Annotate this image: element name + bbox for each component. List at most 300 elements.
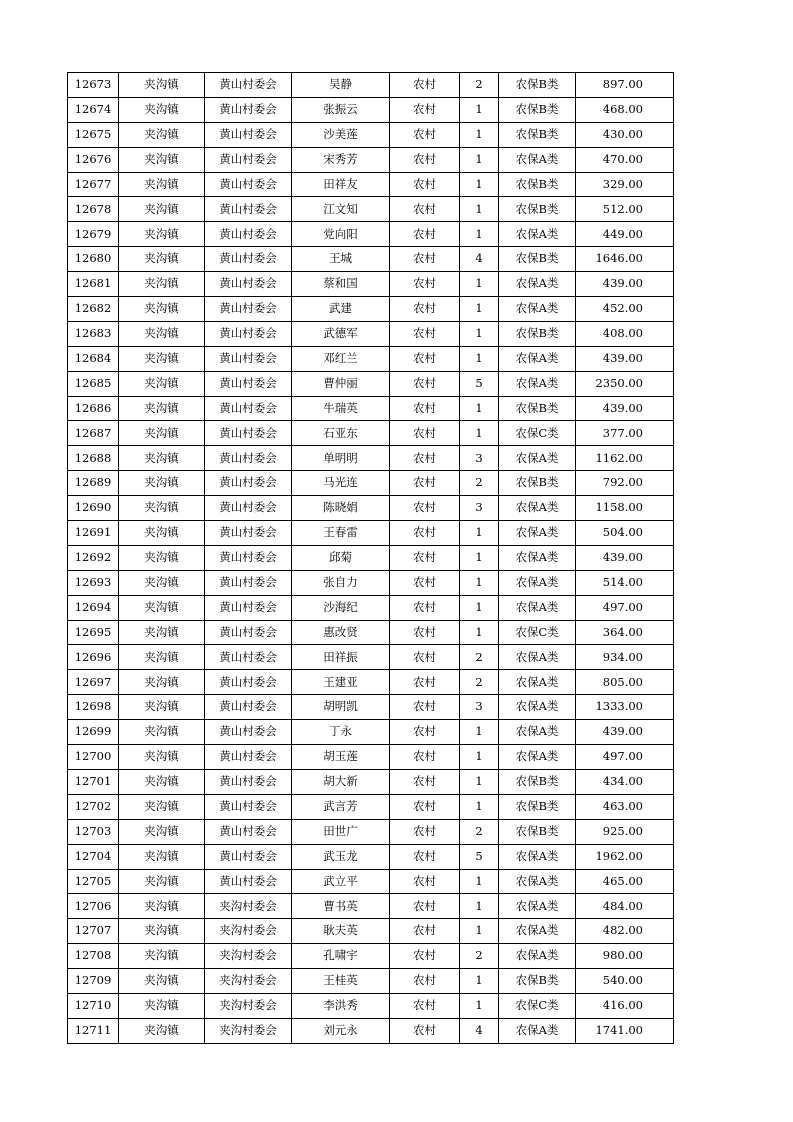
cell-member-count: 1 — [460, 122, 499, 147]
cell-record-id: 12679 — [68, 222, 119, 247]
cell-amount: 980.00 — [576, 944, 674, 969]
cell-person-name: 单明明 — [292, 446, 390, 471]
cell-record-id: 12676 — [68, 147, 119, 172]
cell-village: 黄山村委会 — [205, 73, 292, 98]
cell-amount: 2350.00 — [576, 371, 674, 396]
cell-town: 夹沟镇 — [119, 944, 205, 969]
cell-category: 农保B类 — [499, 471, 576, 496]
cell-member-count: 3 — [460, 446, 499, 471]
cell-amount: 430.00 — [576, 122, 674, 147]
cell-town: 夹沟镇 — [119, 695, 205, 720]
cell-village: 黄山村委会 — [205, 595, 292, 620]
cell-village: 黄山村委会 — [205, 122, 292, 147]
cell-member-count: 1 — [460, 147, 499, 172]
cell-category: 农保B类 — [499, 321, 576, 346]
cell-amount: 482.00 — [576, 919, 674, 944]
cell-record-id: 12688 — [68, 446, 119, 471]
cell-household-type: 农村 — [390, 496, 460, 521]
cell-village: 黄山村委会 — [205, 670, 292, 695]
cell-amount: 897.00 — [576, 73, 674, 98]
cell-amount: 434.00 — [576, 769, 674, 794]
cell-person-name: 胡明凯 — [292, 695, 390, 720]
cell-category: 农保A类 — [499, 346, 576, 371]
table-row — [68, 869, 674, 894]
table-row — [68, 396, 674, 421]
table-row — [68, 844, 674, 869]
cell-town: 夹沟镇 — [119, 819, 205, 844]
cell-member-count: 2 — [460, 73, 499, 98]
cell-town: 夹沟镇 — [119, 1018, 205, 1043]
cell-amount: 470.00 — [576, 147, 674, 172]
cell-town: 夹沟镇 — [119, 421, 205, 446]
table-row — [68, 521, 674, 546]
cell-member-count: 1 — [460, 620, 499, 645]
cell-record-id: 12705 — [68, 869, 119, 894]
cell-town: 夹沟镇 — [119, 471, 205, 496]
cell-category: 农保B类 — [499, 396, 576, 421]
table-row — [68, 222, 674, 247]
cell-person-name: 曹仲丽 — [292, 371, 390, 396]
cell-amount: 805.00 — [576, 670, 674, 695]
cell-category: 农保A类 — [499, 147, 576, 172]
cell-category: 农保A类 — [499, 570, 576, 595]
table-row — [68, 73, 674, 98]
cell-record-id: 12697 — [68, 670, 119, 695]
cell-amount: 1646.00 — [576, 247, 674, 272]
cell-village: 黄山村委会 — [205, 272, 292, 297]
cell-amount: 1962.00 — [576, 844, 674, 869]
cell-amount: 465.00 — [576, 869, 674, 894]
cell-town: 夹沟镇 — [119, 993, 205, 1018]
cell-amount: 484.00 — [576, 894, 674, 919]
cell-member-count: 1 — [460, 297, 499, 322]
cell-amount: 439.00 — [576, 720, 674, 745]
cell-member-count: 4 — [460, 1018, 499, 1043]
table-row — [68, 446, 674, 471]
table-row — [68, 496, 674, 521]
cell-town: 夹沟镇 — [119, 297, 205, 322]
cell-category: 农保A类 — [499, 645, 576, 670]
cell-category: 农保A类 — [499, 371, 576, 396]
cell-person-name: 胡玉莲 — [292, 745, 390, 770]
cell-member-count: 2 — [460, 645, 499, 670]
cell-village: 黄山村委会 — [205, 97, 292, 122]
cell-town: 夹沟镇 — [119, 97, 205, 122]
cell-amount: 377.00 — [576, 421, 674, 446]
cell-category: 农保B类 — [499, 247, 576, 272]
cell-record-id: 12699 — [68, 720, 119, 745]
cell-household-type: 农村 — [390, 919, 460, 944]
cell-person-name: 武言芳 — [292, 794, 390, 819]
cell-town: 夹沟镇 — [119, 570, 205, 595]
cell-record-id: 12691 — [68, 521, 119, 546]
cell-category: 农保A类 — [499, 272, 576, 297]
cell-record-id: 12673 — [68, 73, 119, 98]
cell-record-id: 12693 — [68, 570, 119, 595]
cell-person-name: 党向阳 — [292, 222, 390, 247]
cell-record-id: 12703 — [68, 819, 119, 844]
cell-household-type: 农村 — [390, 346, 460, 371]
table-row — [68, 545, 674, 570]
cell-town: 夹沟镇 — [119, 769, 205, 794]
table-row — [68, 1018, 674, 1043]
cell-member-count: 1 — [460, 993, 499, 1018]
cell-village: 黄山村委会 — [205, 421, 292, 446]
cell-household-type: 农村 — [390, 720, 460, 745]
cell-village: 夹沟村委会 — [205, 969, 292, 994]
cell-member-count: 1 — [460, 545, 499, 570]
cell-town: 夹沟镇 — [119, 745, 205, 770]
cell-town: 夹沟镇 — [119, 197, 205, 222]
cell-village: 黄山村委会 — [205, 172, 292, 197]
cell-household-type: 农村 — [390, 745, 460, 770]
cell-person-name: 王春雷 — [292, 521, 390, 546]
cell-category: 农保C类 — [499, 620, 576, 645]
table-row — [68, 471, 674, 496]
cell-category: 农保A类 — [499, 1018, 576, 1043]
cell-town: 夹沟镇 — [119, 321, 205, 346]
cell-member-count: 1 — [460, 869, 499, 894]
cell-village: 黄山村委会 — [205, 570, 292, 595]
cell-person-name: 李洪秀 — [292, 993, 390, 1018]
cell-record-id: 12694 — [68, 595, 119, 620]
cell-amount: 449.00 — [576, 222, 674, 247]
table-row — [68, 645, 674, 670]
cell-person-name: 王城 — [292, 247, 390, 272]
cell-village: 黄山村委会 — [205, 769, 292, 794]
cell-category: 农保B类 — [499, 197, 576, 222]
cell-amount: 512.00 — [576, 197, 674, 222]
cell-amount: 439.00 — [576, 545, 674, 570]
cell-amount: 1741.00 — [576, 1018, 674, 1043]
cell-person-name: 石亚东 — [292, 421, 390, 446]
cell-member-count: 1 — [460, 570, 499, 595]
cell-category: 农保A类 — [499, 720, 576, 745]
cell-member-count: 1 — [460, 197, 499, 222]
cell-person-name: 耿夫英 — [292, 919, 390, 944]
cell-person-name: 王建亚 — [292, 670, 390, 695]
cell-person-name: 蔡和国 — [292, 272, 390, 297]
cell-household-type: 农村 — [390, 570, 460, 595]
cell-member-count: 1 — [460, 769, 499, 794]
cell-town: 夹沟镇 — [119, 595, 205, 620]
cell-category: 农保A类 — [499, 521, 576, 546]
cell-record-id: 12701 — [68, 769, 119, 794]
cell-village: 黄山村委会 — [205, 471, 292, 496]
cell-record-id: 12706 — [68, 894, 119, 919]
cell-village: 黄山村委会 — [205, 794, 292, 819]
cell-town: 夹沟镇 — [119, 869, 205, 894]
cell-amount: 497.00 — [576, 745, 674, 770]
cell-household-type: 农村 — [390, 297, 460, 322]
cell-person-name: 宋秀芳 — [292, 147, 390, 172]
cell-person-name: 武立平 — [292, 869, 390, 894]
cell-town: 夹沟镇 — [119, 346, 205, 371]
table-row — [68, 695, 674, 720]
cell-category: 农保A类 — [499, 222, 576, 247]
cell-household-type: 农村 — [390, 321, 460, 346]
cell-village: 夹沟村委会 — [205, 1018, 292, 1043]
cell-category: 农保A类 — [499, 695, 576, 720]
cell-member-count: 2 — [460, 944, 499, 969]
cell-category: 农保A类 — [499, 919, 576, 944]
cell-record-id: 12683 — [68, 321, 119, 346]
table-row — [68, 122, 674, 147]
cell-village: 黄山村委会 — [205, 645, 292, 670]
table-row — [68, 272, 674, 297]
cell-village: 黄山村委会 — [205, 695, 292, 720]
cell-town: 夹沟镇 — [119, 371, 205, 396]
cell-town: 夹沟镇 — [119, 222, 205, 247]
cell-record-id: 12695 — [68, 620, 119, 645]
cell-member-count: 2 — [460, 819, 499, 844]
cell-person-name: 田祥振 — [292, 645, 390, 670]
cell-household-type: 农村 — [390, 97, 460, 122]
cell-record-id: 12700 — [68, 745, 119, 770]
cell-household-type: 农村 — [390, 197, 460, 222]
table-row — [68, 993, 674, 1018]
cell-village: 黄山村委会 — [205, 396, 292, 421]
cell-person-name: 惠改贤 — [292, 620, 390, 645]
cell-member-count: 2 — [460, 471, 499, 496]
cell-village: 黄山村委会 — [205, 844, 292, 869]
cell-town: 夹沟镇 — [119, 645, 205, 670]
table-row — [68, 919, 674, 944]
cell-person-name: 刘元永 — [292, 1018, 390, 1043]
cell-village: 黄山村委会 — [205, 297, 292, 322]
cell-category: 农保A类 — [499, 670, 576, 695]
cell-town: 夹沟镇 — [119, 172, 205, 197]
table-row — [68, 944, 674, 969]
cell-town: 夹沟镇 — [119, 844, 205, 869]
cell-person-name: 牛瑞英 — [292, 396, 390, 421]
cell-household-type: 农村 — [390, 794, 460, 819]
cell-member-count: 1 — [460, 919, 499, 944]
cell-record-id: 12710 — [68, 993, 119, 1018]
cell-village: 黄山村委会 — [205, 545, 292, 570]
cell-category: 农保C类 — [499, 421, 576, 446]
table-row — [68, 321, 674, 346]
cell-record-id: 12709 — [68, 969, 119, 994]
cell-category: 农保A类 — [499, 944, 576, 969]
cell-household-type: 农村 — [390, 645, 460, 670]
cell-member-count: 3 — [460, 496, 499, 521]
cell-member-count: 1 — [460, 222, 499, 247]
cell-village: 夹沟村委会 — [205, 944, 292, 969]
cell-amount: 416.00 — [576, 993, 674, 1018]
cell-town: 夹沟镇 — [119, 247, 205, 272]
cell-person-name: 王桂英 — [292, 969, 390, 994]
cell-village: 黄山村委会 — [205, 620, 292, 645]
cell-record-id: 12689 — [68, 471, 119, 496]
cell-village: 黄山村委会 — [205, 446, 292, 471]
cell-member-count: 1 — [460, 521, 499, 546]
cell-amount: 439.00 — [576, 272, 674, 297]
cell-household-type: 农村 — [390, 620, 460, 645]
cell-household-type: 农村 — [390, 521, 460, 546]
cell-village: 黄山村委会 — [205, 147, 292, 172]
table-row — [68, 421, 674, 446]
cell-person-name: 江文知 — [292, 197, 390, 222]
cell-town: 夹沟镇 — [119, 969, 205, 994]
cell-record-id: 12704 — [68, 844, 119, 869]
cell-household-type: 农村 — [390, 446, 460, 471]
cell-amount: 408.00 — [576, 321, 674, 346]
cell-town: 夹沟镇 — [119, 496, 205, 521]
cell-amount: 925.00 — [576, 819, 674, 844]
cell-record-id: 12687 — [68, 421, 119, 446]
cell-person-name: 孔啸宇 — [292, 944, 390, 969]
cell-record-id: 12680 — [68, 247, 119, 272]
cell-household-type: 农村 — [390, 471, 460, 496]
cell-amount: 364.00 — [576, 620, 674, 645]
cell-person-name: 武建 — [292, 297, 390, 322]
relief-roster-table — [67, 72, 674, 1044]
cell-category: 农保A类 — [499, 446, 576, 471]
cell-town: 夹沟镇 — [119, 446, 205, 471]
cell-member-count: 1 — [460, 894, 499, 919]
cell-town: 夹沟镇 — [119, 670, 205, 695]
cell-household-type: 农村 — [390, 396, 460, 421]
cell-member-count: 1 — [460, 346, 499, 371]
table-row — [68, 769, 674, 794]
cell-member-count: 5 — [460, 844, 499, 869]
cell-village: 黄山村委会 — [205, 321, 292, 346]
cell-village: 黄山村委会 — [205, 346, 292, 371]
cell-member-count: 1 — [460, 272, 499, 297]
cell-household-type: 农村 — [390, 869, 460, 894]
table-row — [68, 595, 674, 620]
table-row — [68, 371, 674, 396]
cell-amount: 439.00 — [576, 396, 674, 421]
cell-town: 夹沟镇 — [119, 272, 205, 297]
table-row — [68, 97, 674, 122]
cell-person-name: 田世广 — [292, 819, 390, 844]
cell-record-id: 12698 — [68, 695, 119, 720]
cell-record-id: 12674 — [68, 97, 119, 122]
cell-amount: 1162.00 — [576, 446, 674, 471]
cell-category: 农保B类 — [499, 73, 576, 98]
table-row — [68, 297, 674, 322]
cell-person-name: 沙海纪 — [292, 595, 390, 620]
cell-household-type: 农村 — [390, 73, 460, 98]
cell-person-name: 曹书英 — [292, 894, 390, 919]
cell-village: 夹沟村委会 — [205, 993, 292, 1018]
cell-category: 农保B类 — [499, 97, 576, 122]
cell-amount: 463.00 — [576, 794, 674, 819]
cell-town: 夹沟镇 — [119, 894, 205, 919]
cell-member-count: 1 — [460, 969, 499, 994]
cell-member-count: 1 — [460, 172, 499, 197]
cell-amount: 1333.00 — [576, 695, 674, 720]
cell-amount: 439.00 — [576, 346, 674, 371]
cell-amount: 329.00 — [576, 172, 674, 197]
cell-household-type: 农村 — [390, 172, 460, 197]
cell-category: 农保B类 — [499, 122, 576, 147]
cell-village: 黄山村委会 — [205, 371, 292, 396]
cell-member-count: 1 — [460, 97, 499, 122]
cell-record-id: 12707 — [68, 919, 119, 944]
cell-record-id: 12708 — [68, 944, 119, 969]
cell-record-id: 12681 — [68, 272, 119, 297]
cell-person-name: 胡大新 — [292, 769, 390, 794]
cell-person-name: 张自力 — [292, 570, 390, 595]
cell-category: 农保A类 — [499, 496, 576, 521]
cell-household-type: 农村 — [390, 421, 460, 446]
cell-village: 夹沟村委会 — [205, 919, 292, 944]
table-row — [68, 620, 674, 645]
cell-town: 夹沟镇 — [119, 620, 205, 645]
cell-member-count: 1 — [460, 720, 499, 745]
cell-town: 夹沟镇 — [119, 396, 205, 421]
cell-category: 农保B类 — [499, 819, 576, 844]
cell-village: 黄山村委会 — [205, 869, 292, 894]
table-row — [68, 670, 674, 695]
cell-record-id: 12677 — [68, 172, 119, 197]
cell-category: 农保A类 — [499, 595, 576, 620]
cell-village: 夹沟村委会 — [205, 894, 292, 919]
cell-village: 黄山村委会 — [205, 819, 292, 844]
table-row — [68, 570, 674, 595]
table-row — [68, 745, 674, 770]
cell-record-id: 12682 — [68, 297, 119, 322]
cell-household-type: 农村 — [390, 819, 460, 844]
cell-member-count: 1 — [460, 321, 499, 346]
cell-member-count: 1 — [460, 745, 499, 770]
cell-household-type: 农村 — [390, 122, 460, 147]
cell-amount: 514.00 — [576, 570, 674, 595]
cell-record-id: 12685 — [68, 371, 119, 396]
table-row — [68, 969, 674, 994]
table-row — [68, 794, 674, 819]
cell-town: 夹沟镇 — [119, 521, 205, 546]
cell-person-name: 张振云 — [292, 97, 390, 122]
cell-town: 夹沟镇 — [119, 919, 205, 944]
cell-person-name: 邓红兰 — [292, 346, 390, 371]
cell-record-id: 12690 — [68, 496, 119, 521]
cell-category: 农保A类 — [499, 745, 576, 770]
cell-category: 农保B类 — [499, 769, 576, 794]
cell-household-type: 农村 — [390, 222, 460, 247]
cell-record-id: 12692 — [68, 545, 119, 570]
cell-town: 夹沟镇 — [119, 73, 205, 98]
cell-category: 农保B类 — [499, 969, 576, 994]
cell-member-count: 4 — [460, 247, 499, 272]
cell-person-name: 沙美莲 — [292, 122, 390, 147]
cell-village: 黄山村委会 — [205, 745, 292, 770]
table-row — [68, 147, 674, 172]
cell-person-name: 马光连 — [292, 471, 390, 496]
cell-category: 农保C类 — [499, 993, 576, 1018]
cell-record-id: 12684 — [68, 346, 119, 371]
cell-village: 黄山村委会 — [205, 247, 292, 272]
cell-category: 农保A类 — [499, 844, 576, 869]
cell-category: 农保A类 — [499, 869, 576, 894]
cell-household-type: 农村 — [390, 1018, 460, 1043]
cell-household-type: 农村 — [390, 844, 460, 869]
cell-amount: 504.00 — [576, 521, 674, 546]
cell-category: 农保B类 — [499, 794, 576, 819]
cell-village: 黄山村委会 — [205, 197, 292, 222]
cell-amount: 934.00 — [576, 645, 674, 670]
cell-household-type: 农村 — [390, 545, 460, 570]
table-row — [68, 172, 674, 197]
table-row — [68, 720, 674, 745]
table-row — [68, 247, 674, 272]
cell-member-count: 5 — [460, 371, 499, 396]
cell-person-name: 武玉龙 — [292, 844, 390, 869]
table-row — [68, 197, 674, 222]
